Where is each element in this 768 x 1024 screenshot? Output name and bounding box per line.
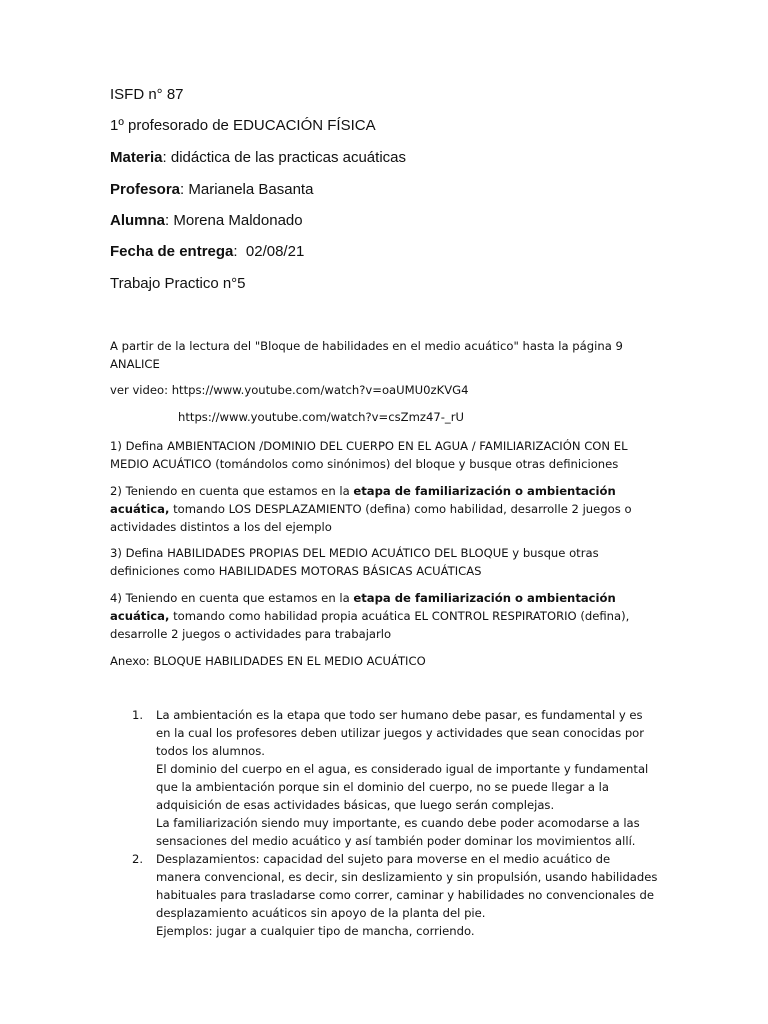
list-item	[110, 850, 658, 940]
question-4-bold: etapa de familiarización o ambientación acuática,	[110, 591, 616, 623]
fecha-label: Fecha de entrega	[110, 243, 234, 260]
answers-list	[110, 706, 658, 940]
materia-label: Materia	[110, 149, 163, 166]
question-4-text-end: tomando como habilidad propia acuática EL CONTROL RESPIRATORIO (defina), desarrolle 2 juegos o actividades para trabajarlo	[110, 609, 630, 641]
fecha-line	[110, 243, 304, 261]
materia-line	[110, 149, 406, 167]
intro-paragraph: A partir de la lectura del "Bloque de habilidades en el medio acuático" hasta la página 9 ANALICE	[110, 339, 623, 371]
anexo-line: Anexo: BLOQUE HABILIDADES EN EL MEDIO ACUÁTICO	[110, 654, 426, 668]
question-2	[110, 482, 650, 536]
trabajo-line: Trabajo Practico n°5	[110, 275, 246, 292]
answer-paragraph: Desplazamientos: capacidad del sujeto para moverse en el medio acuático de manera convencional, es decir, sin deslizamiento y sin propulsión, usando habilidades habituales para trasladarse como correr, caminar y habilidades no convencionales de desplazamiento acuáticos sin apoyo de la planta del pie.	[156, 852, 658, 920]
materia-value: : didáctica de las practicas acuáticas	[162, 149, 406, 166]
answer-paragraph: La ambientación es la etapa que todo ser humano debe pasar, es fundamental y es en la cual los profesores deben utilizar juegos y actividades que sean conocidas por todos los alumnos.	[156, 708, 645, 758]
answer-paragraph: El dominio del cuerpo en el agua, es considerado igual de importante y fundamental que la ambientación porque sin el dominio del cuerpo, no se puede llegar a la adquisición de esas actividades básicas, que luego serán complejas.	[156, 762, 649, 812]
question-2-bold: etapa de familiarización o ambientación acuática,	[110, 484, 616, 516]
alumna-value: : Morena Maldonado	[165, 212, 303, 229]
question-2-text: 2) Teniendo en cuenta que estamos en la	[110, 484, 354, 498]
question-4-text: 4) Teniendo en cuenta que estamos en la	[110, 591, 354, 605]
answer-paragraph: La familiarización siendo muy importante, es cuando debe poder acomodarse a las sensaciones del medio acuático y así también poder dominar los movimientos allí.	[156, 816, 640, 848]
list-item	[110, 706, 658, 850]
answer-paragraph: Ejemplos: jugar a cualquier tipo de mancha, corriendo.	[156, 924, 475, 938]
profesora-value: : Marianela Basanta	[180, 181, 314, 198]
list-number: 2.	[132, 852, 144, 866]
list-number: 1.	[132, 708, 144, 722]
profesora-label: Profesora	[110, 181, 181, 198]
profesora-line	[110, 181, 313, 199]
question-3: 3) Defina HABILIDADES PROPIAS DEL MEDIO ACUÁTICO DEL BLOQUE y busque otras definiciones como HABILIDADES MOTORAS BÁSICAS ACUÁTICAS	[110, 546, 599, 578]
fecha-value: : 02/08/21	[233, 243, 305, 260]
question-1: 1) Defina AMBIENTACION /DOMINIO DEL CUERPO EN EL AGUA / FAMILIARIZACIÓN CON EL MEDIO ACUÁTICO (tomándolos como sinónimos) del bloque y busque otras definiciones	[110, 439, 628, 471]
alumna-label: Alumna	[110, 212, 166, 229]
question-4	[110, 589, 650, 643]
question-2-text-end: tomando LOS DESPLAZAMIENTO (defina) como habilidad, desarrolle 2 juegos o actividades distintos a los del ejemplo	[110, 502, 632, 534]
video-link-2[interactable]: https://www.youtube.com/watch?v=csZmz47-_rU	[178, 410, 464, 424]
course-line: 1º profesorado de EDUCACIÓN FÍSICA	[110, 117, 376, 134]
alumna-line	[110, 212, 303, 230]
video-line: ver video: https://www.youtube.com/watch?v=oaUMU0zKVG4	[110, 383, 469, 397]
institution-line: ISFD n° 87	[110, 86, 184, 103]
